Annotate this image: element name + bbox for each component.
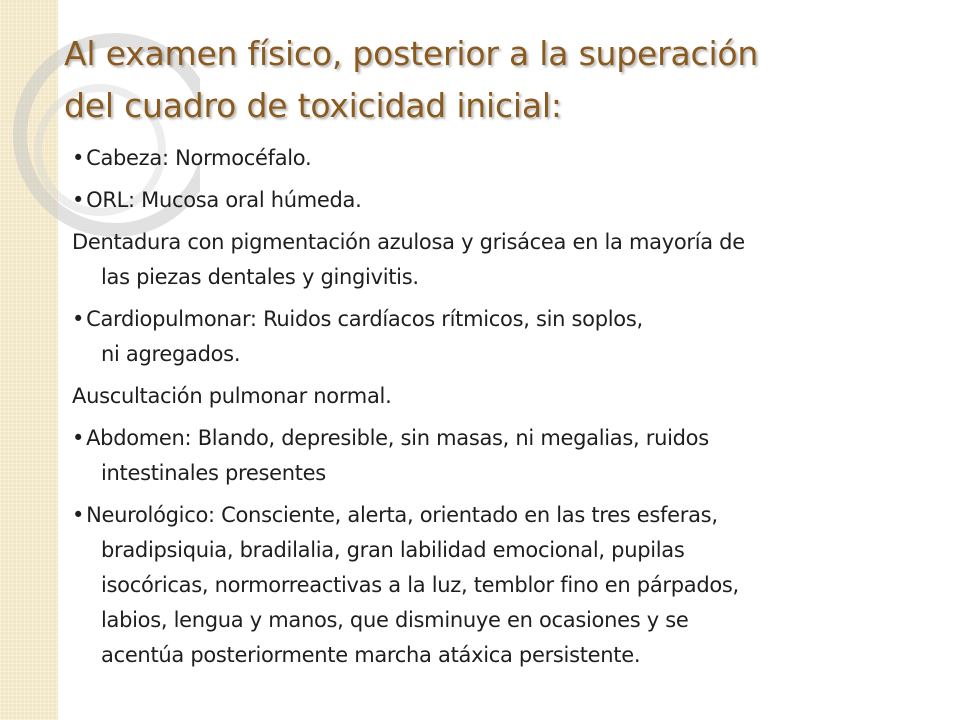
paragraph-cardiopulmonar [72, 302, 932, 372]
paragraph-line: Cabeza: Normocéfalo. [86, 146, 312, 170]
paragraph-line: ni agregados. [101, 342, 241, 366]
bullet-marker: • [72, 146, 85, 170]
slide-body [72, 141, 932, 680]
paragraph-line: Abdomen: Blando, depresible, sin masas, ni megalias, ruidos [86, 426, 709, 450]
slide-title-line-1: Al examen físico, posterior a la superación [64, 34, 759, 73]
paragraph-line: Auscultación pulmonar normal. [72, 384, 392, 408]
paragraph-dentadura [72, 225, 932, 295]
slide-title-line-2: del cuadro de toxicidad inicial: [64, 86, 562, 125]
paragraph-line: las piezas dentales y gingivitis. [101, 265, 419, 289]
paragraph-auscultacion [72, 379, 932, 414]
paragraph-cabeza [72, 141, 932, 176]
paragraph-neurologico [72, 498, 932, 673]
paragraph-line: acentúa posteriormente marcha atáxica persistente. [101, 643, 641, 667]
paragraph-line: Cardiopulmonar: Ruidos cardíacos rítmicos, sin soplos, [86, 307, 643, 331]
paragraph-line: intestinales presentes [101, 461, 326, 485]
paragraph-line: isocóricas, normorreactivas a la luz, temblor fino en párpados, [101, 573, 739, 597]
bullet-marker: • [72, 307, 85, 331]
paragraph-line: ORL: Mucosa oral húmeda. [86, 188, 362, 212]
paragraph-line: bradipsiquia, bradilalia, gran labilidad emocional, pupilas [101, 538, 685, 562]
paragraph-abdomen [72, 421, 932, 491]
paragraph-line: labios, lengua y manos, que disminuye en ocasiones y se [101, 608, 689, 632]
bullet-marker: • [72, 426, 85, 450]
paragraph-line: Neurológico: Consciente, alerta, orientado en las tres esferas, [86, 503, 718, 527]
paragraph-orl [72, 183, 932, 218]
paragraph-line: Dentadura con pigmentación azulosa y grisácea en la mayoría de [72, 230, 745, 254]
slide-title [64, 28, 944, 132]
bullet-marker: • [72, 503, 85, 527]
bullet-marker: • [72, 188, 85, 212]
